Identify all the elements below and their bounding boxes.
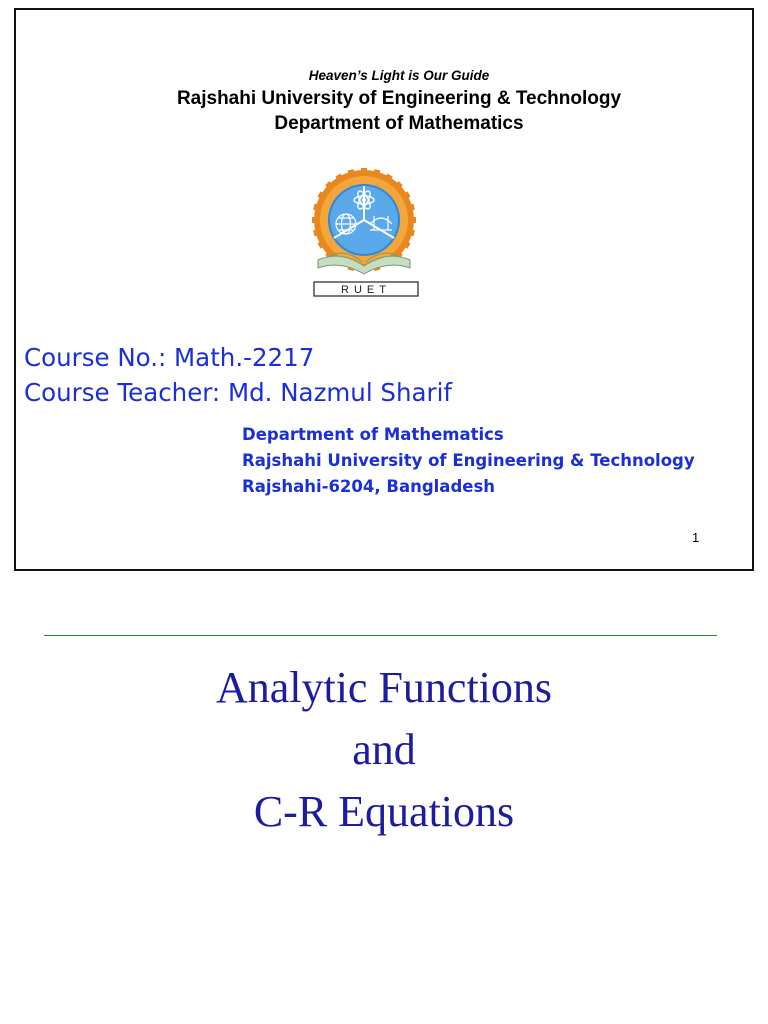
course-number: Course No.: Math.-2217 (24, 343, 315, 372)
logo-text: RUET (341, 284, 391, 296)
slide-1 (14, 8, 754, 571)
address-department: Department of Mathematics (242, 425, 504, 444)
slide-title-line-3: C-R Equations (253, 787, 515, 836)
address-university: Rajshahi University of Engineering & Technology (242, 451, 695, 470)
course-teacher: Course Teacher: Md. Nazmul Sharif (24, 378, 453, 407)
slide-title-line-2: and (352, 725, 416, 774)
address-city: Rajshahi-6204, Bangladesh (242, 477, 496, 496)
ruet-logo (300, 168, 428, 304)
divider-line (44, 635, 717, 636)
slide-number: 1 (692, 530, 700, 545)
university-name: Rajshahi University of Engineering & Technology (176, 88, 622, 109)
university-motto: Heaven’s Light is Our Guide (308, 68, 490, 83)
department-name: Department of Mathematics (274, 113, 524, 134)
slide-title-line-1: Analytic Functions (215, 663, 553, 712)
